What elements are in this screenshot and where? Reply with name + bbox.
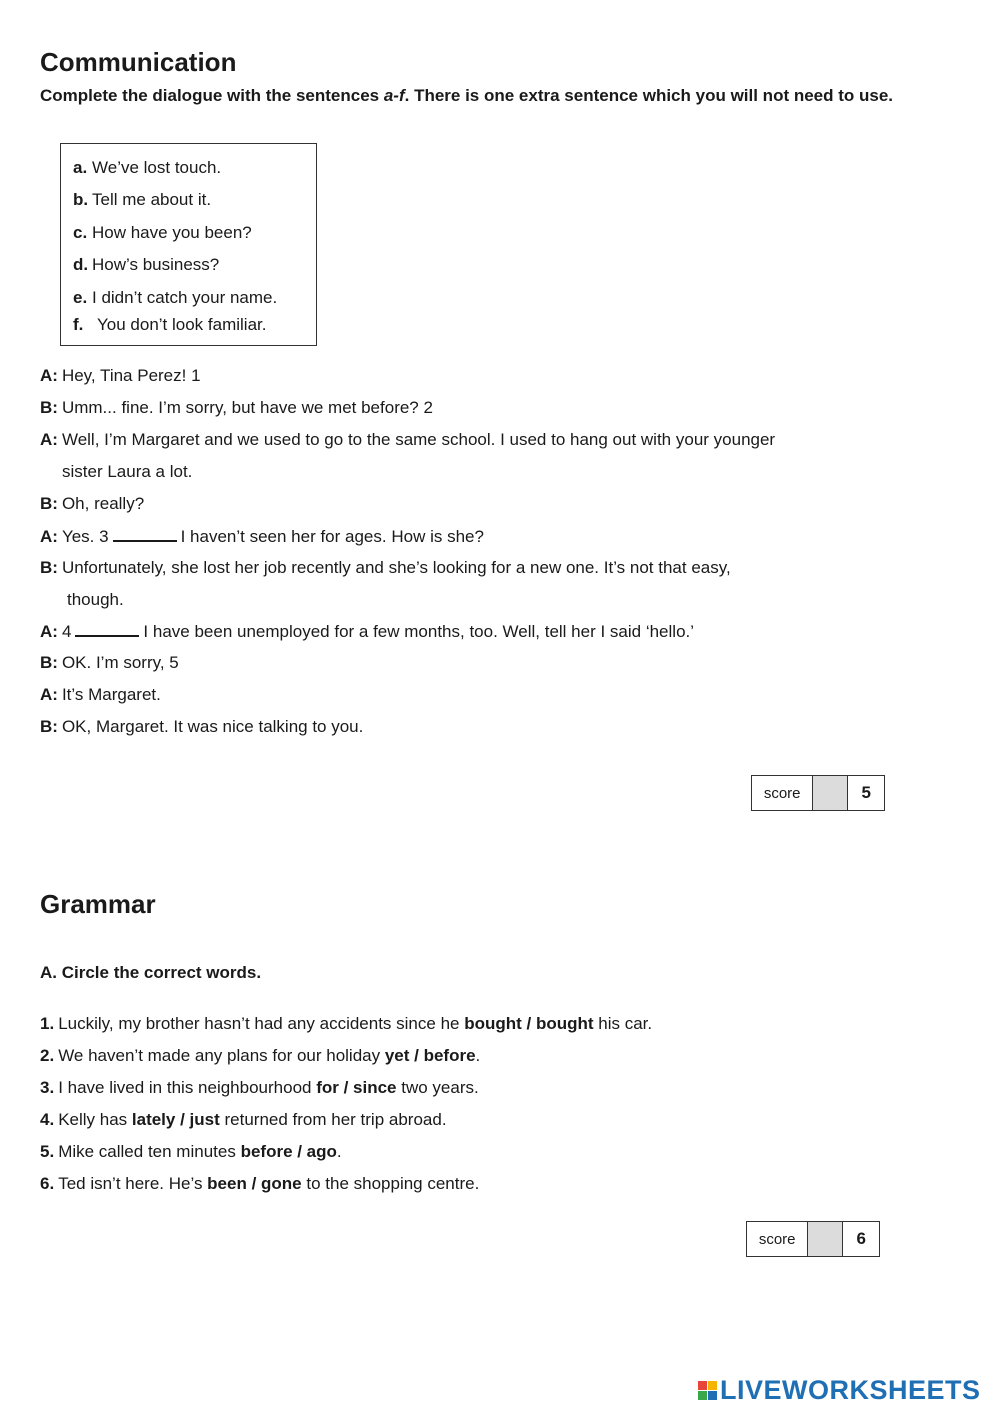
choice-words[interactable]: lately / just [131, 1110, 220, 1129]
answer-blank-4[interactable] [75, 621, 139, 637]
score-max: 6 [856, 1229, 866, 1248]
logo-square-icon [708, 1391, 717, 1400]
option-e: e. I didn’t catch your name. [73, 288, 278, 307]
option-d: d. How’s business? [73, 255, 220, 274]
choice-words[interactable]: yet / before [384, 1046, 476, 1065]
score-label: score [752, 776, 813, 810]
grammar-item: 1. Luckily, my brother hasn’t had any accidents since he bought / bought his car. [40, 1014, 653, 1033]
logo-square-icon [698, 1391, 707, 1400]
score-box-grammar [746, 1221, 880, 1257]
logo-square-icon [698, 1381, 707, 1390]
logo-square-icon [708, 1381, 717, 1390]
dialogue-line-continuation: though. [67, 590, 124, 609]
option-c: c. How have you been? [73, 223, 252, 242]
grammar-item: 5. Mike called ten minutes before / ago. [40, 1142, 342, 1161]
grammar-item: 4. Kelly has lately / just returned from her trip abroad. [40, 1110, 447, 1129]
dialogue-line: B: Unfortunately, she lost her job recently and she’s looking for a new one. It’s not that easy, [40, 558, 731, 577]
dialogue-line: B: Umm... fine. I’m sorry, but have we met before? 2 [40, 398, 433, 417]
choice-words[interactable]: bought / bought [464, 1014, 594, 1033]
choice-words[interactable]: for / since [316, 1078, 397, 1097]
option-f: f. You don’t look familiar. [73, 315, 267, 334]
dialogue-line: B: OK. I’m sorry, 5 [40, 653, 179, 672]
score-max: 5 [861, 783, 871, 802]
dialogue-line: B: OK, Margaret. It was nice talking to you. [40, 717, 364, 736]
option-a: a. We’ve lost touch. [73, 158, 222, 177]
logo-grid-icon [698, 1381, 717, 1400]
score-input[interactable] [813, 776, 848, 810]
dialogue-line: B: Oh, really? [40, 494, 145, 513]
score-input[interactable] [808, 1222, 843, 1256]
grammar-item: 2. We haven’t made any plans for our holiday yet / before. [40, 1046, 481, 1065]
score-box-communication [751, 775, 885, 811]
dialogue-line: A: Hey, Tina Perez! 1 [40, 366, 201, 385]
section-title-communication: Communication [40, 47, 237, 77]
dialogue-line: A: It’s Margaret. [40, 685, 161, 704]
grammar-instruction: A. Circle the correct words. [40, 963, 262, 982]
dialogue-line: A: Yes. 3 I haven’t seen her for ages. How is she? [40, 527, 484, 546]
section-title-grammar: Grammar [40, 889, 156, 919]
communication-instruction: Complete the dialogue with the sentences a-f. There is one extra sentence which you will not need to use. [40, 86, 894, 105]
grammar-item: 3. I have lived in this neighbourhood for / since two years. [40, 1078, 479, 1097]
choice-words[interactable]: been / gone [207, 1174, 302, 1193]
logo-text: LIVEWORKSHEETS [720, 1375, 981, 1405]
liveworksheets-logo[interactable] [698, 1375, 981, 1406]
answer-blank-3[interactable] [113, 526, 177, 542]
score-label: score [747, 1222, 808, 1256]
options-box [60, 143, 317, 346]
choice-words[interactable]: before / ago [240, 1142, 337, 1161]
option-b: b. Tell me about it. [73, 190, 212, 209]
dialogue-line: A: Well, I’m Margaret and we used to go to the same school. I used to hang out with your younger [40, 430, 776, 449]
dialogue-line-continuation: sister Laura a lot. [62, 462, 193, 481]
grammar-item: 6. Ted isn’t here. He’s been / gone to the shopping centre. [40, 1174, 480, 1193]
dialogue-line: A: 4 I have been unemployed for a few months, too. Well, tell her I said ‘hello.’ [40, 622, 695, 641]
